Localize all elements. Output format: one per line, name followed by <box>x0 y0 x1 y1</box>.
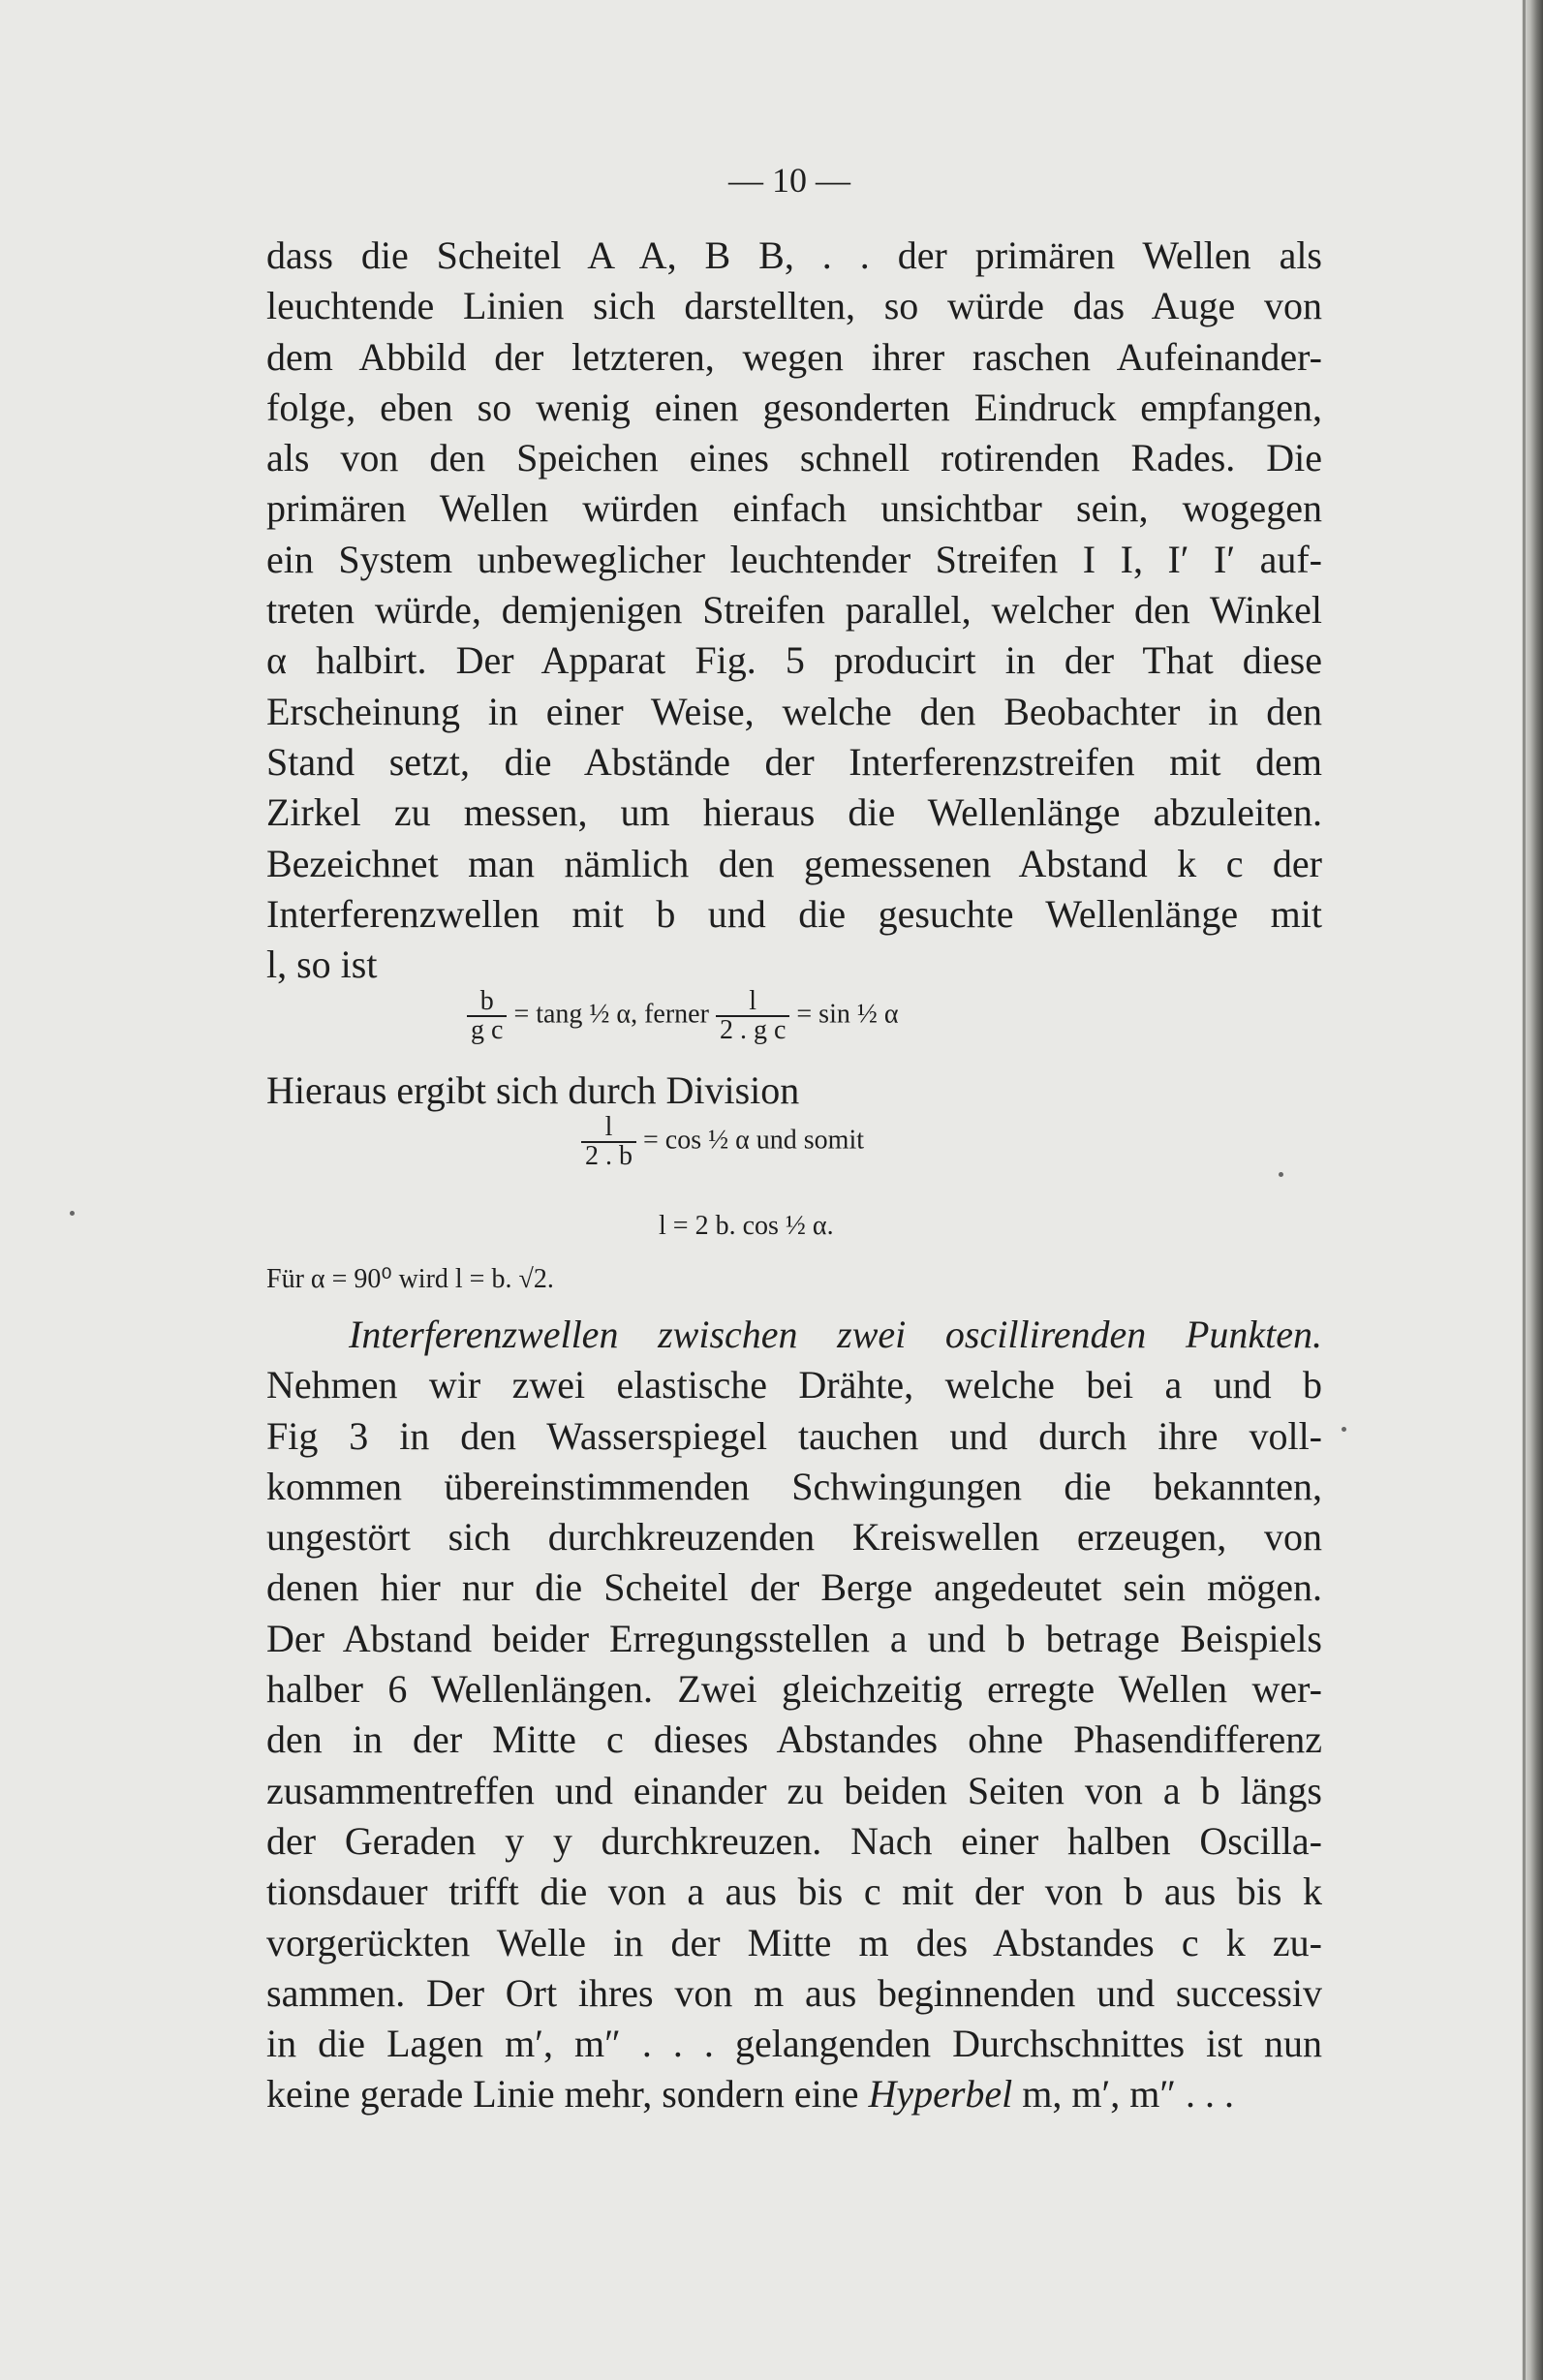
text-line: denen hier nur die Scheitel der Berge angedeutet sein mögen. <box>266 1565 1322 1610</box>
scan-speck <box>1279 1172 1283 1177</box>
text-line: dass die Scheitel A A, B B, . . der primären Wellen als <box>266 233 1322 277</box>
fraction-b-over-gc <box>467 988 507 1044</box>
text-line: kommen übereinstimmenden Schwingungen die bekannten, <box>266 1464 1322 1508</box>
text-line: vorgerückten Welle in der Mitte m des Abstandes c k zu- <box>266 1920 1322 1964</box>
text-line: Der Abstand beider Erregungsstellen a und b betrage Beispiels <box>266 1616 1322 1660</box>
section-2 <box>266 1310 1322 2120</box>
fraction-numerator: l <box>604 1112 613 1142</box>
text-line: Interferenzwellen mit b und die gesuchte Wellenlänge mit <box>266 891 1322 936</box>
formula-text: = cos ½ α und somit <box>643 1125 865 1156</box>
text-line: Nehmen wir zwei elastische Drähte, welche bei a und b <box>266 1363 1322 1407</box>
page-number: — 10 — <box>728 161 850 200</box>
formula-text: = tang ½ α, ferner <box>513 999 709 1030</box>
fraction-denominator: 2 . g c <box>716 1015 789 1044</box>
text-line: ein System unbeweglicher leuchtender Streifen I I, I′ I′ auf- <box>266 537 1322 581</box>
hyperbel-word: Hyperbel <box>868 2072 1013 2117</box>
text-line: Zirkel zu messen, um hieraus die Wellenlänge abzuleiten. <box>266 790 1322 835</box>
formula-alpha-90 <box>266 1262 554 1295</box>
text-line: primären Wellen würden einfach unsichtbar sein, wogegen <box>266 486 1322 531</box>
text-line: leuchtende Linien sich darstellten, so würde das Auge von <box>266 284 1322 328</box>
text-line: der Geraden y y durchkreuzen. Nach einer halben Oscilla- <box>266 1818 1322 1863</box>
text-line: Bezeichnet man nämlich den gemessenen Abstand k c der <box>266 841 1322 885</box>
formula-tang-sin <box>467 988 899 1044</box>
text-line: sammen. Der Ort ihres von m aus beginnenden und successiv <box>266 1970 1322 2015</box>
formula-text: = sin ½ α <box>796 999 899 1030</box>
fraction-l-over-2b <box>581 1114 636 1170</box>
formula-l-equals <box>659 1211 834 1242</box>
text-line: α halbirt. Der Apparat Fig. 5 producirt in der That diese <box>266 638 1322 683</box>
fraction-denominator: 2 . b <box>581 1141 636 1170</box>
scan-speck <box>70 1211 75 1216</box>
fraction-l-over-2gc <box>716 988 789 1044</box>
last-line-end: m, m′, m″ . . . <box>1012 2072 1235 2117</box>
scan-speck <box>1342 1427 1346 1432</box>
text-line: in die Lagen m′, m″ . . . gelangenden Durchschnittes ist nun <box>266 2022 1322 2066</box>
text-line: Erscheinung in einer Weise, welche den Beobachter in den <box>266 689 1322 733</box>
paragraph-1 <box>266 231 1322 990</box>
page-edge-line <box>1523 0 1526 2380</box>
text-line: dem Abbild der letzteren, wegen ihrer raschen Aufeinander- <box>266 334 1322 379</box>
text-line: treten würde, demjenigen Streifen parallel, welcher den Winkel <box>266 588 1322 633</box>
text-line: Fig 3 in den Wasserspiegel tauchen und durch ihre voll- <box>266 1413 1322 1458</box>
fraction-numerator: b <box>479 986 494 1016</box>
text-line: zusammentreffen und einander zu beiden Seiten von a b längs <box>266 1768 1322 1812</box>
fraction-denominator: g c <box>467 1015 507 1044</box>
text-line: halber 6 Wellenlängen. Zwei gleichzeitig erregte Wellen wer- <box>266 1667 1322 1712</box>
section-heading: Interferenzwellen zwischen zwei oscillirenden Punkten. <box>349 1313 1322 1356</box>
text-line: den in der Mitte c dieses Abstandes ohne Phasendifferenz <box>266 1717 1322 1762</box>
last-line-start: keine gerade Linie mehr, sondern eine <box>266 2072 869 2117</box>
formula-cos <box>581 1114 864 1170</box>
text-line <box>266 2069 1322 2119</box>
fraction-numerator: l <box>749 986 757 1016</box>
division-block <box>266 1066 1322 1116</box>
text-line: Stand setzt, die Abstände der Interferenzstreifen mit dem <box>266 739 1322 784</box>
text-line: tionsdauer trifft die von a aus bis c mit der von b aus bis k <box>266 1870 1322 1914</box>
formula-text: Für α = 90⁰ wird l = b. √2. <box>266 1264 554 1294</box>
text-line: als von den Speichen eines schnell rotirenden Rades. Die <box>266 436 1322 480</box>
text-line: l, so ist <box>266 943 378 987</box>
text-line: Hieraus ergibt sich durch Division <box>266 1068 800 1112</box>
formula-text: l = 2 b. cos ½ α. <box>659 1211 834 1241</box>
page-body <box>266 155 1322 990</box>
text-line: folge, eben so wenig einen gesonderten Eindruck empfangen, <box>266 385 1322 429</box>
text-line: ungestört sich durchkreuzenden Kreiswellen erzeugen, von <box>266 1515 1322 1560</box>
